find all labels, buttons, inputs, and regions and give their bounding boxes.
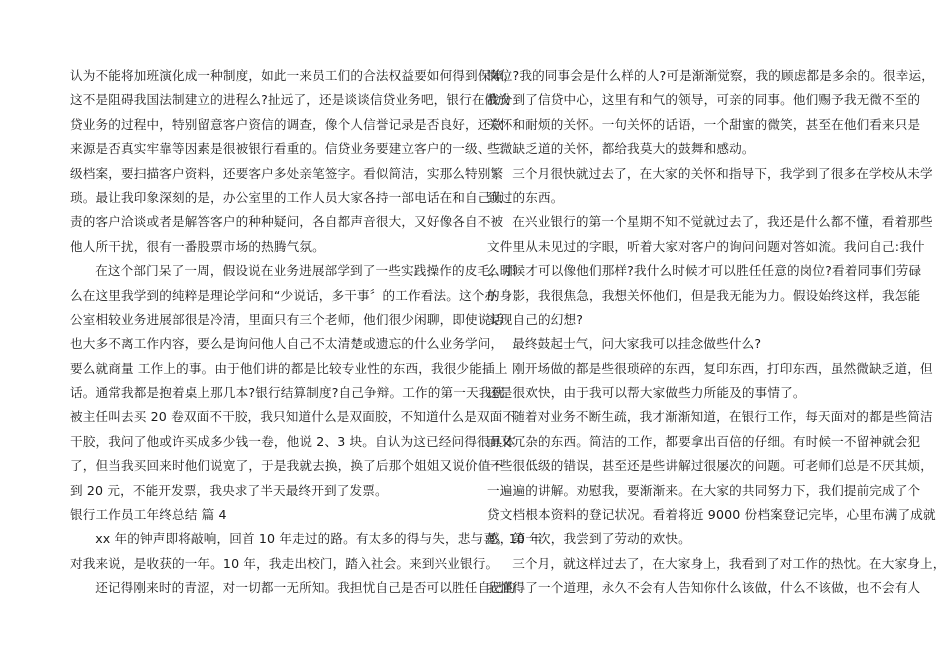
left-text-line: 责的客户洽谈或者是解答客户的种种疑问，各自都声音很大，又好像各自不被 — [70, 214, 504, 230]
right-text-line: 一遍遍的讲解。劝慰我，要渐渐来。在大家的共同努力下，我们提前完成了个 — [487, 482, 921, 498]
left-text-line: 也大多不离工作内容，要么是询问他人自己不太清楚或遗忘的什么业务学问， — [70, 336, 504, 352]
right-text-line: 的身影，我很焦急，我想关怀他们，但是我无能为力。假设始终这样，我怎能 — [487, 287, 921, 303]
left-text-line: 认为不能将加班演化成一种制度，如此一来员工们的合法权益要如何得到保障， — [70, 68, 517, 83]
left-text-line: 在这个部门呆了一周，假设说在业务进展部学到了一些实践操作的皮毛，那 — [95, 263, 516, 279]
right-text-line: 三个月很快就过去了，在大家的关怀和指导下，我学到了很多在学校从未学 — [512, 165, 933, 181]
right-text-line: 一些很低级的错误，甚至还是些讲解过很屡次的问题。可老师们总是不厌其烦， — [487, 458, 934, 474]
right-text-line: 么时候才可以像他们那样?我什么时候才可以胜任任意的岗位?看着同事们劳碌 — [487, 263, 922, 279]
right-text-line: 我懂得了一个道理，永久不会有人告知你什么该做，什么不该做，也不会有人 — [487, 580, 921, 596]
left-text-line: 这不是阻碍我国法制建立的进程么?扯远了，还是谈谈信贷业务吧，银行在做放 — [70, 92, 511, 108]
right-text-line: 贷文档根本资料的登记状况。看着将近 9000 份档案登记完毕，心里布满了成就 — [487, 507, 936, 523]
right-text-line: 到过的东西。 — [487, 189, 564, 205]
left-text-line: 么在这里我学到的纯粹是理论学问和“少说话，多干事〞的工作看法。这个办 — [70, 287, 498, 303]
right-text-line: 三个月，就这样过去了，在大家身上，我看到了对工作的热忱。在大家身上， — [512, 555, 946, 571]
right-text-line: 感，第一次，我尝到了劳动的欢快。 — [487, 531, 691, 547]
left-text-line: 还记得刚来时的青涩，对一切都一无所知。我担忧自己是否可以胜任自己的 — [95, 580, 516, 596]
left-text-line: 对我来说，是收获的一年。10 年，我走出校门，踏入社会。来到兴业银行。 — [70, 555, 499, 571]
right-text-line: 最终鼓起士气，问大家我可以挂念做些什么? — [512, 336, 762, 352]
right-text-line: 随着对业务不断生疏，我才渐渐知道，在银行工作，每天面对的都是些简洁 — [512, 409, 933, 425]
left-text-line: 话。通常我都是抱着桌上那几本?银行结算制度?自己争辩。工作的第一天我就 — [70, 385, 505, 401]
left-text-line: 贷业务的过程中，特别留意客户资信的调查，像个人信誉记录是否良好，还款 — [70, 116, 504, 132]
right-text-line: 我分到了信贷中心，这里有和气的领导，可亲的同事。他们赐予我无微不至的 — [487, 92, 921, 108]
section-heading: 银行工作员工年终总结 篇 4 — [70, 507, 227, 523]
right-text-line: 岗位?我的同事会是什么样的人?可是渐渐觉察，我的顾虑都是多余的。很幸运， — [487, 68, 934, 83]
right-text-column — [487, 64, 946, 601]
left-text-line: 他人所干扰，很有一番股票市场的热腾气氛。 — [70, 238, 325, 254]
right-text-line: 还是很欢快，由于我可以帮大家做些力所能及的事情了。 — [487, 385, 806, 401]
right-text-line: 关怀和耐烦的关怀。一句关怀的话语，一个甜蜜的微笑，甚至在他们看来只是 — [487, 116, 921, 132]
left-text-line: 级档案，要扫描客户资料，还要客户多处亲笔签字。看似简洁，实那么特别繁 — [70, 165, 504, 181]
right-text-line: 刚开场做的都是些很琐碎的东西，复印东西，打印东西，虽然微缺乏道，但 — [512, 360, 933, 376]
right-text-line: 文件里从未见过的字眼，听着大家对客户的询问问题对答如流。我问自己:我什 — [487, 238, 925, 254]
left-text-line: 到 20 元，不能开发票，我央求了半天最终开到了发票。 — [70, 482, 388, 498]
left-text-line: 了，但当我买回来时他们说宽了，于是我就去换，换了后那个姐姐又说价值不 — [70, 458, 504, 474]
left-text-line: 干胶，我问了他或许买成多少钱一卷，他说 2、3 块。自认为这已经问得很具体 — [70, 433, 516, 449]
left-text-line: 要么就商量 工作上的事。由于他们讲的都是比较专业性的东西，我很少能插上 — [70, 360, 508, 376]
left-text-line: 琐。最让我印象深刻的是，办公室里的工作人员大家各持一部电话在和自己负 — [70, 189, 504, 205]
left-text-line: 来源是否真实牢靠等因素是很被银行看重的。信贷业务要建立客户的一级、二 — [70, 141, 504, 157]
right-text-line: 些微缺乏道的关怀，都给我莫大的鼓舞和感动。 — [487, 141, 755, 157]
left-text-line: 被主任叫去买 20 卷双面不干胶，我只知道什么是双面胶，不知道什么是双面不 — [70, 409, 516, 425]
right-text-line: 实现自己的幻想? — [487, 311, 584, 327]
right-text-line: 而又冗杂的东西。简洁的工作，都要拿出百倍的仔细。有时候一不留神就会犯 — [487, 433, 921, 449]
left-text-line: 公室相较业务进展部很是冷清，里面只有三个老师，他们很少闲聊，即使说话 — [70, 311, 504, 327]
left-text-line: xx 年的钟声即将敲响，回首 10 年走过的路。有太多的得与失，悲与喜。10 年 — [95, 531, 542, 547]
right-text-line: 在兴业银行的第一个星期不知不觉就过去了，我还是什么都不懂，看着那些 — [512, 214, 933, 230]
